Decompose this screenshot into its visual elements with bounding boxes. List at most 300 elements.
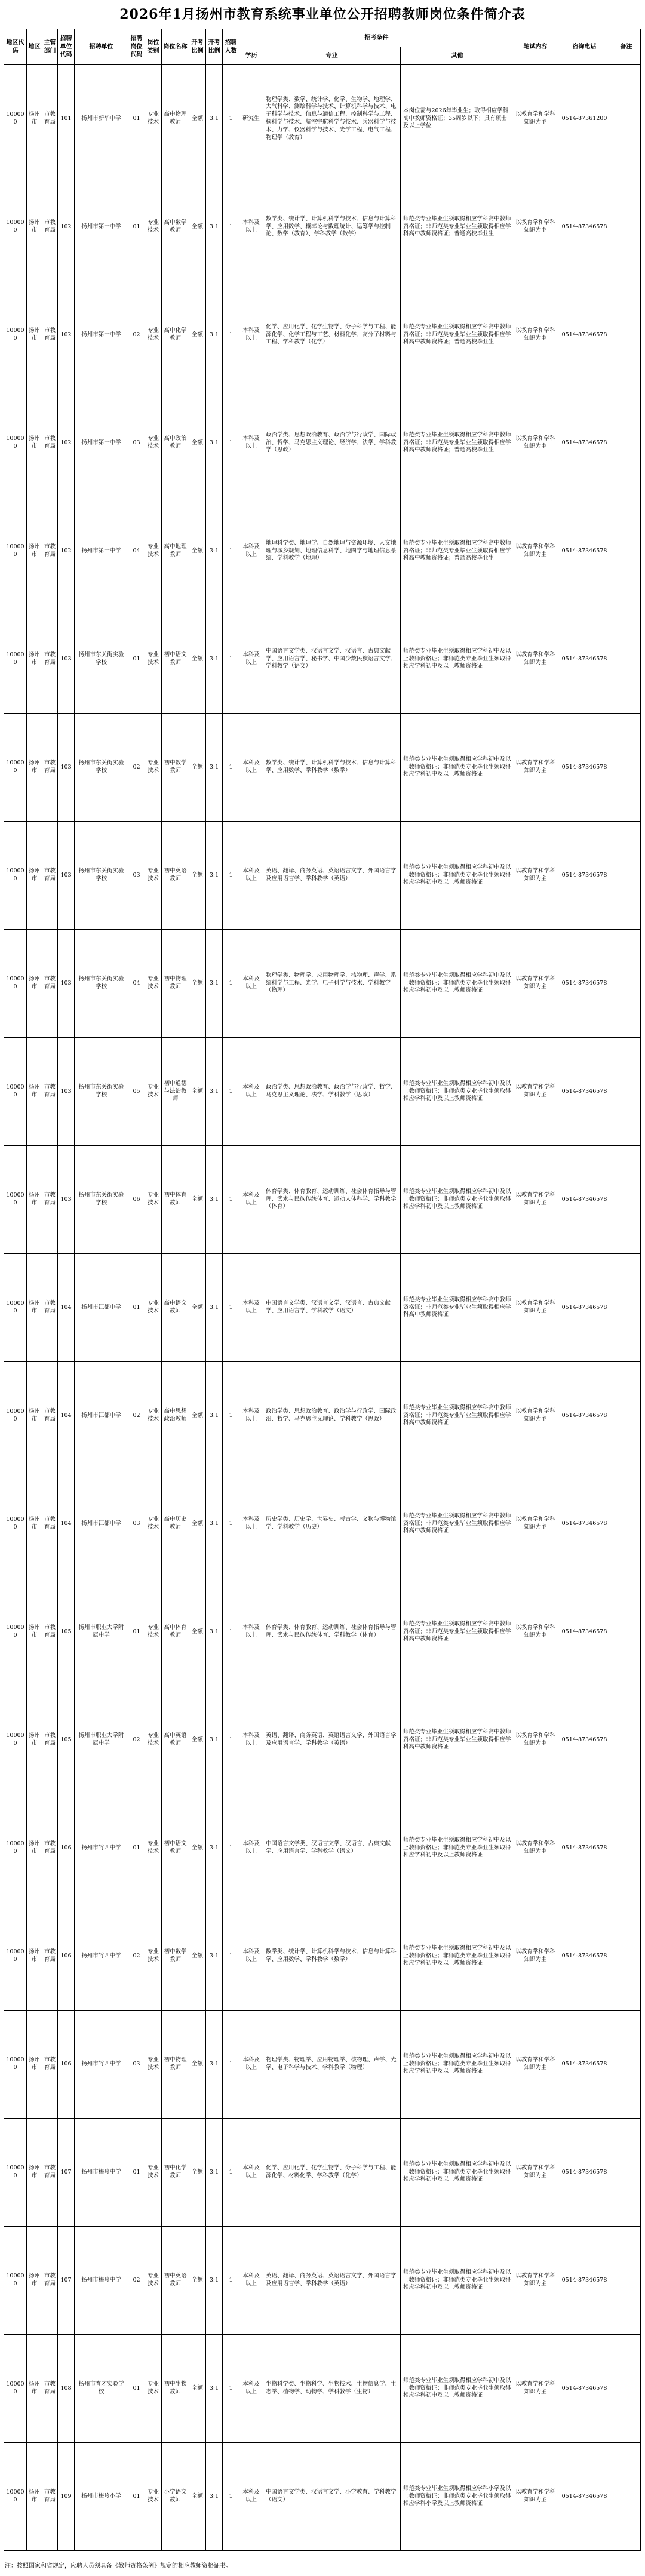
cell-major: 体育学类、体育教育、运动训练、社会体育指导与管理、武术与民族传统体育、学科教学（体育） bbox=[263, 1578, 401, 1686]
cell-unit: 扬州市竹西中学 bbox=[75, 2011, 128, 2119]
cell-phone: 0514-87346578 bbox=[557, 1902, 612, 2011]
cell-post-type: 专业技术 bbox=[145, 1902, 162, 2011]
cell-other: 师范类专业毕业生须取得相应学科初中及以上教师资格证；非师范类专业毕业生须取得相应学科初中及以上教师资格证 bbox=[401, 930, 514, 1038]
cell-written: 以教育学和学科知识为主 bbox=[514, 605, 557, 714]
cell-unit-code: 106 bbox=[58, 1902, 75, 2011]
table-row bbox=[4, 2011, 641, 2119]
cell-unit-code: 105 bbox=[58, 1578, 75, 1686]
cell-note bbox=[612, 497, 641, 605]
cell-dept: 市教育局 bbox=[42, 389, 58, 497]
cell-exam-ratio: 3:1 bbox=[206, 65, 223, 173]
cell-phone: 0514-87346578 bbox=[557, 930, 612, 1038]
cell-area-code: 100000 bbox=[4, 930, 27, 1038]
cell-phone: 0514-87346578 bbox=[557, 2011, 612, 2119]
cell-unit-code: 105 bbox=[58, 1686, 75, 1794]
cell-num: 1 bbox=[223, 1362, 239, 1470]
cell-area-code: 100000 bbox=[4, 173, 27, 281]
cell-other: 师范类专业毕业生须取得相应学科初中及以上教师资格证；非师范类专业毕业生须取得相应学科初中及以上教师资格证 bbox=[401, 714, 514, 822]
cell-funding: 全额 bbox=[189, 65, 206, 173]
cell-post-type: 专业技术 bbox=[145, 1578, 162, 1686]
cell-num: 1 bbox=[223, 2227, 239, 2335]
cell-area: 扬州市 bbox=[27, 1254, 42, 1362]
cell-education: 本科及以上 bbox=[239, 2335, 263, 2443]
cell-written: 以教育学和学科知识为主 bbox=[514, 173, 557, 281]
cell-dept: 市教育局 bbox=[42, 1470, 58, 1578]
cell-other: 师范类专业毕业生须取得相应学科高中教师资格证；非师范类专业毕业生须取得相应学科高中教师资格证；普通高校毕业生 bbox=[401, 389, 514, 497]
table-row bbox=[4, 281, 641, 389]
cell-note bbox=[612, 2335, 641, 2443]
cell-dept: 市教育局 bbox=[42, 173, 58, 281]
cell-post-code: 02 bbox=[128, 1902, 145, 2011]
cell-num: 1 bbox=[223, 1794, 239, 1902]
cell-exam-ratio: 3:1 bbox=[206, 1362, 223, 1470]
cell-exam-ratio: 3:1 bbox=[206, 389, 223, 497]
cell-post-code: 04 bbox=[128, 930, 145, 1038]
cell-exam-ratio: 3:1 bbox=[206, 1902, 223, 2011]
cell-exam-ratio: 3:1 bbox=[206, 2011, 223, 2119]
cell-note bbox=[612, 930, 641, 1038]
cell-dept: 市教育局 bbox=[42, 1146, 58, 1254]
cell-major: 中国语言文学类、汉语言文学、汉语言、古典文献学、应用语言学、学科教学（语文） bbox=[263, 1254, 401, 1362]
cell-note bbox=[612, 1470, 641, 1578]
cell-area-code: 100000 bbox=[4, 2119, 27, 2227]
cell-note bbox=[612, 1038, 641, 1146]
cell-written: 以教育学和学科知识为主 bbox=[514, 1686, 557, 1794]
cell-major: 物理学类、数学、统计学、化学、生物学、地理学、大气科学、测绘科学与技术、计算机科学与技术、电子科学与技术、信息与通信工程、控制科学与工程、核科学与技术、航空宇航科学与技术、兵器科学与技术、力学、仪器科学与技术、光学工程、电气工程、物理学（教育） bbox=[263, 65, 401, 173]
cell-other: 师范类专业毕业生须取得相应学科初中及以上教师资格证；非师范类专业毕业生须取得相应学科初中及以上教师资格证 bbox=[401, 1146, 514, 1254]
cell-funding: 全额 bbox=[189, 497, 206, 605]
cell-exam-ratio: 3:1 bbox=[206, 2335, 223, 2443]
cell-post-code: 03 bbox=[128, 389, 145, 497]
cell-funding: 全额 bbox=[189, 822, 206, 930]
cell-other: 师范类专业毕业生须取得相应学科小学及以上教师资格证；非师范类专业毕业生须取得相应学科小学及以上教师资格证 bbox=[401, 2443, 514, 2551]
cell-post-type: 专业技术 bbox=[145, 1686, 162, 1794]
cell-area: 扬州市 bbox=[27, 714, 42, 822]
cell-written: 以教育学和学科知识为主 bbox=[514, 822, 557, 930]
cell-unit-code: 106 bbox=[58, 1794, 75, 1902]
table-row bbox=[4, 497, 641, 605]
cell-post-code: 02 bbox=[128, 1362, 145, 1470]
cell-num: 1 bbox=[223, 1254, 239, 1362]
cell-post-type: 专业技术 bbox=[145, 2335, 162, 2443]
cell-post-name: 初中语文教师 bbox=[162, 1794, 189, 1902]
cell-note bbox=[612, 2011, 641, 2119]
cell-written: 以教育学和学科知识为主 bbox=[514, 1902, 557, 2011]
cell-phone: 0514-87346578 bbox=[557, 2443, 612, 2551]
cell-unit: 扬州市东关街实验学校 bbox=[75, 714, 128, 822]
header-area: 地区 bbox=[27, 29, 42, 65]
cell-dept: 市教育局 bbox=[42, 281, 58, 389]
cell-written: 以教育学和学科知识为主 bbox=[514, 2443, 557, 2551]
cell-major: 数学类、统计学、计算机科学与技术、信息与计算科学、应用数学、学科教学（数学） bbox=[263, 714, 401, 822]
cell-dept: 市教育局 bbox=[42, 1038, 58, 1146]
page-title: 2026年1月扬州市教育系统事业单位公开招聘教师岗位条件简介表 bbox=[119, 7, 526, 22]
cell-education: 本科及以上 bbox=[239, 389, 263, 497]
cell-education: 本科及以上 bbox=[239, 497, 263, 605]
cell-written: 以教育学和学科知识为主 bbox=[514, 2119, 557, 2227]
cell-area: 扬州市 bbox=[27, 1794, 42, 1902]
cell-note bbox=[612, 2443, 641, 2551]
cell-written: 以教育学和学科知识为主 bbox=[514, 1794, 557, 1902]
header-conditions: 招考条件 bbox=[239, 29, 514, 47]
cell-unit: 扬州市第一中学 bbox=[75, 389, 128, 497]
cell-unit: 扬州市东关街实验学校 bbox=[75, 1038, 128, 1146]
cell-major: 英语、翻译、商务英语、英语语言文学、外国语言学及应用语言学、学科教学（英语） bbox=[263, 822, 401, 930]
cell-note bbox=[612, 389, 641, 497]
cell-post-name: 初中物理教师 bbox=[162, 2011, 189, 2119]
cell-num: 1 bbox=[223, 2335, 239, 2443]
cell-post-name: 高中体育教师 bbox=[162, 1578, 189, 1686]
cell-unit: 扬州市第一中学 bbox=[75, 497, 128, 605]
cell-exam-ratio: 3:1 bbox=[206, 281, 223, 389]
cell-other: 师范类专业毕业生须取得相应学科初中及以上教师资格证；非师范类专业毕业生须取得相应学科初中及以上教师资格证 bbox=[401, 2227, 514, 2335]
cell-dept: 市教育局 bbox=[42, 1578, 58, 1686]
cell-other: 师范类专业毕业生须取得相应学科初中及以上教师资格证；非师范类专业毕业生须取得相应学科初中及以上教师资格证 bbox=[401, 2335, 514, 2443]
cell-funding: 全额 bbox=[189, 1902, 206, 2011]
cell-num: 1 bbox=[223, 605, 239, 714]
cell-major: 地理科学类、地理学、自然地理与资源环境、人文地理与城乡规划、地理信息科学、地图学与地理信息系统、学科教学（地理） bbox=[263, 497, 401, 605]
cell-area-code: 100000 bbox=[4, 389, 27, 497]
cell-unit-code: 103 bbox=[58, 1038, 75, 1146]
table-row bbox=[4, 605, 641, 714]
header-education: 学历 bbox=[239, 47, 263, 65]
cell-unit: 扬州市梅岭中学 bbox=[75, 2227, 128, 2335]
cell-written: 以教育学和学科知识为主 bbox=[514, 65, 557, 173]
cell-phone: 0514-87346578 bbox=[557, 2335, 612, 2443]
cell-unit-code: 102 bbox=[58, 173, 75, 281]
cell-unit: 扬州市竹西中学 bbox=[75, 1794, 128, 1902]
cell-written: 以教育学和学科知识为主 bbox=[514, 1578, 557, 1686]
table-row bbox=[4, 714, 641, 822]
cell-area: 扬州市 bbox=[27, 497, 42, 605]
cell-funding: 全额 bbox=[189, 1254, 206, 1362]
cell-post-code: 02 bbox=[128, 2227, 145, 2335]
cell-major: 体育学类、体育教育、运动训练、社会体育指导与管理、武术与民族传统体育、运动人体科学、学科教学（体育） bbox=[263, 1146, 401, 1254]
cell-area-code: 100000 bbox=[4, 65, 27, 173]
cell-note bbox=[612, 822, 641, 930]
cell-phone: 0514-87346578 bbox=[557, 1362, 612, 1470]
cell-post-name: 初中语文教师 bbox=[162, 605, 189, 714]
cell-unit: 扬州市东关街实验学校 bbox=[75, 605, 128, 714]
cell-other: 师范类专业毕业生须取得相应学科高中教师资格证；非师范类专业毕业生须取得相应学科高中教师资格证；普通高校毕业生 bbox=[401, 173, 514, 281]
cell-area: 扬州市 bbox=[27, 2443, 42, 2551]
cell-note bbox=[612, 281, 641, 389]
cell-education: 本科及以上 bbox=[239, 930, 263, 1038]
cell-other: 师范类专业毕业生须取得相应学科高中教师资格证；非师范类专业毕业生须取得相应学科高中教师资格证 bbox=[401, 1470, 514, 1578]
cell-other: 师范类专业毕业生须取得相应学科高中教师资格证；非师范类专业毕业生须取得相应学科高中教师资格证 bbox=[401, 1578, 514, 1686]
cell-post-type: 专业技术 bbox=[145, 822, 162, 930]
header-other: 其他 bbox=[401, 47, 514, 65]
cell-funding: 全额 bbox=[189, 1578, 206, 1686]
cell-written: 以教育学和学科知识为主 bbox=[514, 1038, 557, 1146]
cell-exam-ratio: 3:1 bbox=[206, 930, 223, 1038]
cell-num: 1 bbox=[223, 2443, 239, 2551]
cell-phone: 0514-87346578 bbox=[557, 1146, 612, 1254]
cell-area-code: 100000 bbox=[4, 497, 27, 605]
cell-written: 以教育学和学科知识为主 bbox=[514, 930, 557, 1038]
cell-area: 扬州市 bbox=[27, 173, 42, 281]
table-row bbox=[4, 1362, 641, 1470]
cell-phone: 0514-87346578 bbox=[557, 1470, 612, 1578]
cell-post-type: 专业技术 bbox=[145, 930, 162, 1038]
cell-other: 师范类专业毕业生须取得相应学科初中及以上教师资格证；非师范类专业毕业生须取得相应学科初中及以上教师资格证 bbox=[401, 822, 514, 930]
cell-education: 本科及以上 bbox=[239, 1686, 263, 1794]
cell-unit-code: 103 bbox=[58, 1146, 75, 1254]
cell-area-code: 100000 bbox=[4, 2335, 27, 2443]
cell-funding: 全额 bbox=[189, 2011, 206, 2119]
cell-area: 扬州市 bbox=[27, 930, 42, 1038]
cell-area-code: 100000 bbox=[4, 1362, 27, 1470]
cell-post-type: 专业技术 bbox=[145, 1794, 162, 1902]
cell-note bbox=[612, 1578, 641, 1686]
cell-post-type: 专业技术 bbox=[145, 65, 162, 173]
cell-area-code: 100000 bbox=[4, 1902, 27, 2011]
cell-major: 英语、翻译、商务英语、英语语言文学、外国语言学及应用语言学、学科教学（英语） bbox=[263, 2227, 401, 2335]
cell-dept: 市教育局 bbox=[42, 497, 58, 605]
cell-dept: 市教育局 bbox=[42, 2119, 58, 2227]
cell-major: 数学类、统计学、计算机科学与技术、信息与计算科学、应用数学、概率论与数理统计、运筹学与控制论、数学（教育）、学科教学（数学） bbox=[263, 173, 401, 281]
cell-major: 政治学类、思想政治教育、政治学与行政学、国际政治、哲学、马克思主义理论、经济学、法学、学科教学（思政） bbox=[263, 389, 401, 497]
table-row bbox=[4, 1578, 641, 1686]
cell-note bbox=[612, 605, 641, 714]
table-row bbox=[4, 1146, 641, 1254]
cell-major: 中国语言文学类、汉语言文学、汉语言、古典文献学、应用语言学、学科教学（语文） bbox=[263, 1794, 401, 1902]
cell-dept: 市教育局 bbox=[42, 1902, 58, 2011]
cell-education: 本科及以上 bbox=[239, 1146, 263, 1254]
cell-major: 化学、应用化学、化学生物学、分子科学与工程、能源化学、化学工程与工艺、材料化学、高分子材料与工程、学科教学（化学） bbox=[263, 281, 401, 389]
cell-note bbox=[612, 1254, 641, 1362]
cell-phone: 0514-87346578 bbox=[557, 389, 612, 497]
cell-post-name: 高中语文教师 bbox=[162, 1254, 189, 1362]
table-row bbox=[4, 822, 641, 930]
cell-num: 1 bbox=[223, 930, 239, 1038]
cell-post-type: 专业技术 bbox=[145, 1038, 162, 1146]
cell-funding: 全额 bbox=[189, 2119, 206, 2227]
cell-major: 物理学类、物理学、应用物理学、核物理、声学、光学、电子科学与技术、学科教学（物理） bbox=[263, 2011, 401, 2119]
cell-funding: 全额 bbox=[189, 389, 206, 497]
cell-unit: 扬州市第一中学 bbox=[75, 281, 128, 389]
cell-note bbox=[612, 65, 641, 173]
cell-unit: 扬州市职业大学附属中学 bbox=[75, 1686, 128, 1794]
header-unit-code: 招聘单位代码 bbox=[58, 29, 75, 65]
cell-written: 以教育学和学科知识为主 bbox=[514, 714, 557, 822]
cell-post-name: 初中道德与法治教师 bbox=[162, 1038, 189, 1146]
cell-post-code: 01 bbox=[128, 1578, 145, 1686]
cell-post-code: 03 bbox=[128, 822, 145, 930]
header-post-type: 岗位类别 bbox=[145, 29, 162, 65]
cell-funding: 全额 bbox=[189, 1146, 206, 1254]
cell-area-code: 100000 bbox=[4, 1470, 27, 1578]
cell-post-code: 02 bbox=[128, 1686, 145, 1794]
cell-phone: 0514-87346578 bbox=[557, 1578, 612, 1686]
cell-area-code: 100000 bbox=[4, 714, 27, 822]
cell-education: 本科及以上 bbox=[239, 1362, 263, 1470]
cell-area: 扬州市 bbox=[27, 605, 42, 714]
cell-other: 师范类专业毕业生须取得相应学科初中及以上教师资格证；非师范类专业毕业生须取得相应学科初中及以上教师资格证 bbox=[401, 2011, 514, 2119]
cell-note bbox=[612, 1362, 641, 1470]
cell-dept: 市教育局 bbox=[42, 2335, 58, 2443]
table-body bbox=[4, 65, 641, 2551]
cell-post-code: 01 bbox=[128, 605, 145, 714]
cell-post-name: 高中化学教师 bbox=[162, 281, 189, 389]
cell-area-code: 100000 bbox=[4, 281, 27, 389]
cell-area: 扬州市 bbox=[27, 1686, 42, 1794]
cell-exam-ratio: 3:1 bbox=[206, 497, 223, 605]
cell-phone: 0514-87346578 bbox=[557, 2119, 612, 2227]
cell-other: 师范类专业毕业生须取得相应学科高中教师资格证；非师范类专业毕业生须取得相应学科高中教师资格证 bbox=[401, 1686, 514, 1794]
cell-num: 1 bbox=[223, 1902, 239, 2011]
cell-note bbox=[612, 714, 641, 822]
cell-post-name: 高中思想政治教师 bbox=[162, 1362, 189, 1470]
cell-other: 师范类专业毕业生须取得相应学科初中及以上教师资格证；非师范类专业毕业生须取得相应学科初中及以上教师资格证 bbox=[401, 605, 514, 714]
cell-unit: 扬州市江都中学 bbox=[75, 1470, 128, 1578]
cell-exam-ratio: 3:1 bbox=[206, 2119, 223, 2227]
cell-education: 本科及以上 bbox=[239, 822, 263, 930]
cell-post-code: 04 bbox=[128, 497, 145, 605]
cell-post-type: 专业技术 bbox=[145, 2011, 162, 2119]
cell-written: 以教育学和学科知识为主 bbox=[514, 389, 557, 497]
cell-area-code: 100000 bbox=[4, 2227, 27, 2335]
cell-written: 以教育学和学科知识为主 bbox=[514, 1254, 557, 1362]
cell-education: 本科及以上 bbox=[239, 1254, 263, 1362]
cell-education: 本科及以上 bbox=[239, 281, 263, 389]
cell-note bbox=[612, 1794, 641, 1902]
cell-area-code: 100000 bbox=[4, 1794, 27, 1902]
header-unit: 招聘单位 bbox=[75, 29, 128, 65]
header-written: 笔试内容 bbox=[514, 29, 557, 65]
cell-other: 师范类专业毕业生须取得相应学科高中教师资格证；非师范类专业毕业生须取得相应学科高中教师资格证；普通高校毕业生 bbox=[401, 497, 514, 605]
cell-num: 1 bbox=[223, 65, 239, 173]
cell-area-code: 100000 bbox=[4, 1254, 27, 1362]
cell-unit: 扬州市梅岭中学 bbox=[75, 2119, 128, 2227]
cell-education: 本科及以上 bbox=[239, 1038, 263, 1146]
cell-other: 师范类专业毕业生须取得相应学科初中及以上教师资格证；非师范类专业毕业生须取得相应学科初中及以上教师资格证 bbox=[401, 1902, 514, 2011]
cell-unit-code: 103 bbox=[58, 930, 75, 1038]
cell-major: 中国语言文学类、汉语言文学、小学教育、学科教学（语文） bbox=[263, 2443, 401, 2551]
cell-exam-ratio: 3:1 bbox=[206, 1038, 223, 1146]
cell-post-code: 01 bbox=[128, 65, 145, 173]
cell-phone: 0514-87346578 bbox=[557, 1038, 612, 1146]
cell-area: 扬州市 bbox=[27, 281, 42, 389]
cell-written: 以教育学和学科知识为主 bbox=[514, 1362, 557, 1470]
cell-post-name: 初中英语教师 bbox=[162, 822, 189, 930]
cell-num: 1 bbox=[223, 1470, 239, 1578]
cell-unit-code: 107 bbox=[58, 2227, 75, 2335]
header-note: 备注 bbox=[612, 29, 641, 65]
cell-note bbox=[612, 1146, 641, 1254]
cell-phone: 0514-87346578 bbox=[557, 173, 612, 281]
cell-num: 1 bbox=[223, 2119, 239, 2227]
cell-unit-code: 103 bbox=[58, 822, 75, 930]
cell-funding: 全额 bbox=[189, 1470, 206, 1578]
cell-post-code: 01 bbox=[128, 1254, 145, 1362]
cell-post-type: 专业技术 bbox=[145, 1254, 162, 1362]
cell-funding: 全额 bbox=[189, 1794, 206, 1902]
cell-unit-code: 104 bbox=[58, 1362, 75, 1470]
cell-phone: 0514-87346578 bbox=[557, 281, 612, 389]
cell-phone: 0514-87346578 bbox=[557, 605, 612, 714]
cell-written: 以教育学和学科知识为主 bbox=[514, 1470, 557, 1578]
cell-post-name: 初中生物教师 bbox=[162, 2335, 189, 2443]
cell-exam-ratio: 3:1 bbox=[206, 822, 223, 930]
cell-post-type: 专业技术 bbox=[145, 173, 162, 281]
cell-area: 扬州市 bbox=[27, 1902, 42, 2011]
cell-unit-code: 103 bbox=[58, 714, 75, 822]
cell-post-code: 02 bbox=[128, 714, 145, 822]
cell-post-type: 专业技术 bbox=[145, 281, 162, 389]
table-row bbox=[4, 1470, 641, 1578]
cell-area: 扬州市 bbox=[27, 1578, 42, 1686]
cell-major: 数学类、统计学、计算机科学与技术、信息与计算科学、应用数学、学科教学（数学） bbox=[263, 1902, 401, 2011]
table-row bbox=[4, 65, 641, 173]
cell-area-code: 100000 bbox=[4, 2443, 27, 2551]
cell-area: 扬州市 bbox=[27, 1146, 42, 1254]
cell-unit: 扬州市梅岭小学 bbox=[75, 2443, 128, 2551]
cell-note bbox=[612, 2227, 641, 2335]
header-post-code: 招聘岗位代码 bbox=[128, 29, 145, 65]
cell-area: 扬州市 bbox=[27, 2335, 42, 2443]
table-row bbox=[4, 2119, 641, 2227]
cell-major: 政治学类、思想政治教育、政治学与行政学、国际政治、哲学、马克思主义理论、学科教学（思政） bbox=[263, 1362, 401, 1470]
cell-education: 本科及以上 bbox=[239, 2119, 263, 2227]
table-row bbox=[4, 173, 641, 281]
cell-post-type: 专业技术 bbox=[145, 1470, 162, 1578]
cell-post-name: 小学语文教师 bbox=[162, 2443, 189, 2551]
cell-funding: 全额 bbox=[189, 605, 206, 714]
cell-major: 中国语言文学类、汉语言文学、汉语言、古典文献学、应用语言学、秘书学、中国少数民族语言文学、学科教学（语文） bbox=[263, 605, 401, 714]
table-row bbox=[4, 1038, 641, 1146]
cell-phone: 0514-87361200 bbox=[557, 65, 612, 173]
cell-dept: 市教育局 bbox=[42, 605, 58, 714]
cell-post-type: 专业技术 bbox=[145, 714, 162, 822]
cell-num: 1 bbox=[223, 822, 239, 930]
table-row bbox=[4, 2227, 641, 2335]
cell-dept: 市教育局 bbox=[42, 2443, 58, 2551]
cell-written: 以教育学和学科知识为主 bbox=[514, 2227, 557, 2335]
cell-other: 师范类专业毕业生须取得相应学科初中及以上教师资格证；非师范类专业毕业生须取得相应学科初中及以上教师资格证 bbox=[401, 1038, 514, 1146]
table-row bbox=[4, 2335, 641, 2443]
cell-area-code: 100000 bbox=[4, 822, 27, 930]
cell-post-type: 专业技术 bbox=[145, 497, 162, 605]
cell-post-code: 01 bbox=[128, 2335, 145, 2443]
cell-unit: 扬州市育才实验学校 bbox=[75, 2335, 128, 2443]
cell-dept: 市教育局 bbox=[42, 930, 58, 1038]
cell-exam-ratio: 3:1 bbox=[206, 1470, 223, 1578]
cell-education: 本科及以上 bbox=[239, 1794, 263, 1902]
cell-unit: 扬州市东关街实验学校 bbox=[75, 822, 128, 930]
cell-dept: 市教育局 bbox=[42, 1362, 58, 1470]
cell-post-name: 初中英语教师 bbox=[162, 2227, 189, 2335]
cell-post-type: 专业技术 bbox=[145, 1146, 162, 1254]
cell-num: 1 bbox=[223, 389, 239, 497]
cell-area: 扬州市 bbox=[27, 2011, 42, 2119]
cell-area-code: 100000 bbox=[4, 1038, 27, 1146]
cell-unit-code: 102 bbox=[58, 281, 75, 389]
table-row bbox=[4, 930, 641, 1038]
cell-unit-code: 106 bbox=[58, 2011, 75, 2119]
cell-funding: 全额 bbox=[189, 930, 206, 1038]
cell-exam-ratio: 3:1 bbox=[206, 2227, 223, 2335]
cell-post-code: 03 bbox=[128, 1470, 145, 1578]
cell-written: 以教育学和学科知识为主 bbox=[514, 2011, 557, 2119]
cell-phone: 0514-87346578 bbox=[557, 497, 612, 605]
cell-note bbox=[612, 1686, 641, 1794]
cell-post-name: 初中化学教师 bbox=[162, 2119, 189, 2227]
cell-post-type: 专业技术 bbox=[145, 2227, 162, 2335]
cell-area: 扬州市 bbox=[27, 389, 42, 497]
cell-unit-code: 108 bbox=[58, 2335, 75, 2443]
cell-unit-code: 101 bbox=[58, 65, 75, 173]
